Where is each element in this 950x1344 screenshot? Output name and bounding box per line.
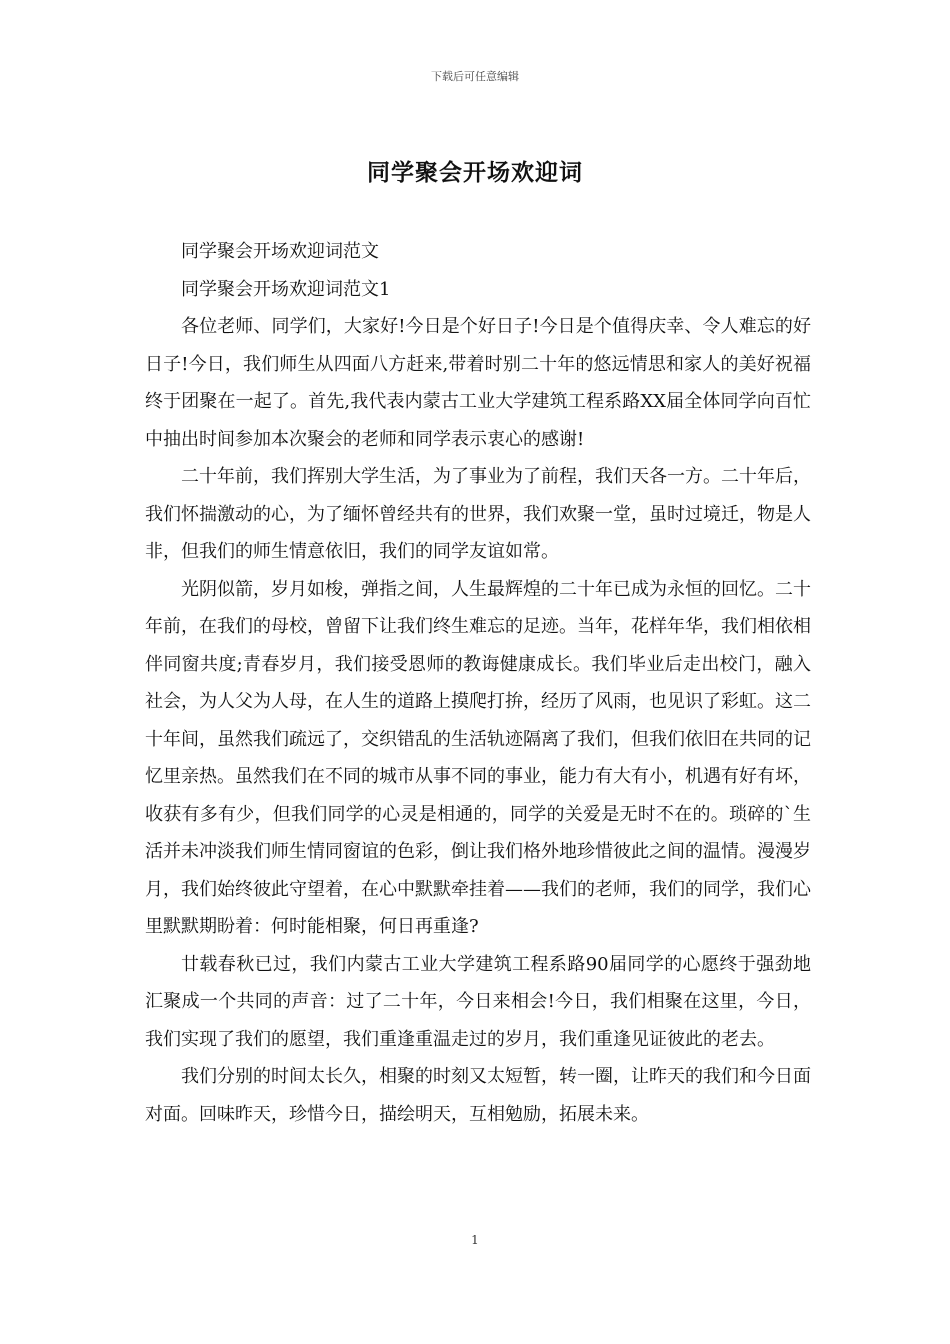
paragraph-closing: 我们分别的时间太长久，相聚的时刻又太短暂，转一圈，让昨天的我们和今日面对面。回味昨天，珍惜今日，描绘明天，互相勉励，拓展未来。 [145,1066,811,1125]
paragraph-greeting: 各位老师、同学们，大家好!今日是个好日子!今日是个值得庆幸、令人难忘的好日子!今日，我们师生从四面八方赶来,带着时别二十年的悠远情思和家人的美好祝福终于团聚在一起了。首先,我代表内蒙古工业大学建筑工程系路XX届全体同学向百忙中抽出时间参加本次聚会的老师和同学表示衷心的感谢! [145,316,811,450]
page-number: 1 [471,1233,479,1247]
paragraph-subtitle: 同学聚会开场欢迎词范文 [181,241,379,262]
document-body [145,233,811,1133]
paragraph-time-flies: 光阴似箭，岁月如梭，弹指之间，人生最辉煌的二十年已成为永恒的回忆。二十年前，在我们的母校，曾留下让我们终生难忘的足迹。当年，花样年华，我们相依相伴同窗共度;青春岁月，我们接受恩师的教诲健康成长。我们毕业后走出校门，融入社会，为人父为人母，在人生的道路上摸爬打拚，经历了风雨，也见识了彩虹。这二十年间，虽然我们疏远了，交织错乱的生活轨迹隔离了我们，但我们依旧在共同的记忆里亲热。虽然我们在不同的城市从事不同的事业，能力有大有小，机遇有好有坏，收获有多有少，但我们同学的心灵是相通的，同学的关爱是无时不在的。琐碎的`生活并未冲淡我们师生情同窗谊的色彩，倒让我们格外地珍惜彼此之间的温情。漫漫岁月，我们始终彼此守望着，在心中默默牵挂着——我们的老师，我们的同学，我们心里默默期盼着：何时能相聚，何日再重逢? [145,578,811,937]
paragraph-reunion: 廿载春秋已过，我们内蒙古工业大学建筑工程系路90届同学的心愿终于强劲地汇聚成一个共同的声音：过了二十年，今日来相会!今日，我们相聚在这里，今日，我们实现了我们的愿望，我们重逢重温走过的岁月，我们重逢见证彼此的老去。 [145,953,811,1050]
header-note: 下载后可任意编辑 [431,70,519,83]
paragraph-twenty-years-ago: 二十年前，我们挥别大学生活，为了事业为了前程，我们天各一方。二十年后，我们怀揣激动的心，为了缅怀曾经共有的世界，我们欢聚一堂，虽时过境迁，物是人非，但我们的师生情意依旧，我们的同学友谊如常。 [145,466,811,562]
document-title: 同学聚会开场欢迎词 [367,159,583,186]
paragraph-section-heading: 同学聚会开场欢迎词范文1 [181,278,391,300]
